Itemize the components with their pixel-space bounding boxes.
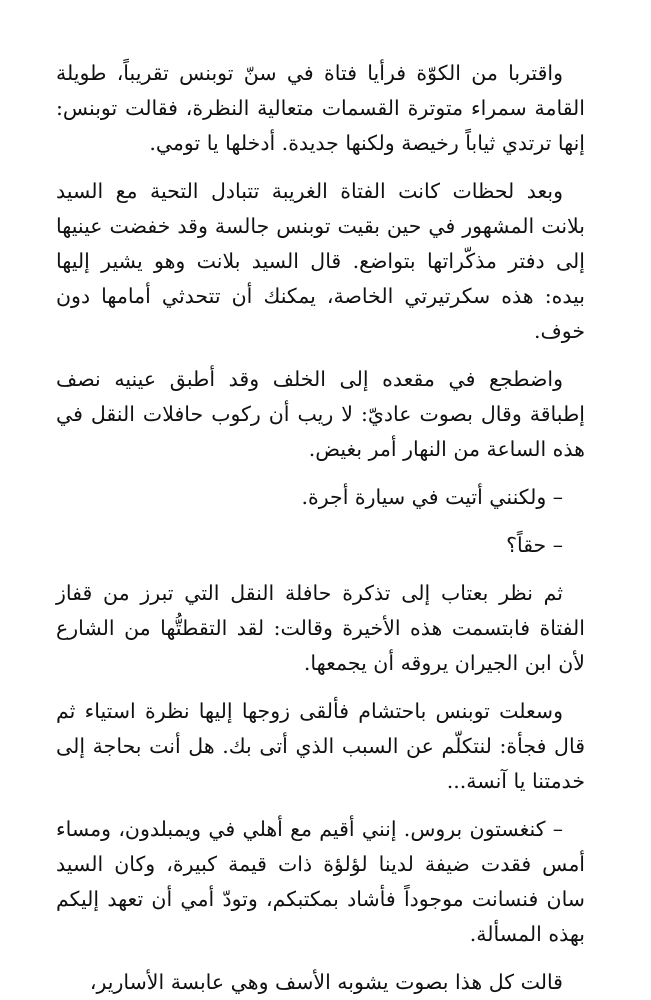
- paragraph: واقتربا من الكوّة فرأيا فتاة في سنّ توبنس تقريباً، طويلة القامة سمراء متوترة القسمات متعالية النظرة، فقالت توبنس: إنها ترتدي ثياباً رخيصة ولكنها جديدة. أدخلها يا تومي.: [56, 61, 585, 155]
- book-page: [56, 56, 585, 1000]
- paragraph: قالت كل هذا بصوت يشوبه الأسف وهي عابسة الأسارير،: [89, 970, 563, 994]
- dialogue-line: – كنغستون بروس. إنني أقيم مع أهلي في ويمبلدون، ومساء أمس فقدت ضيفة لدينا لؤلؤة ذات قيمة كبيرة، وكان السيد سان فنسانت موجوداً فأشاد بمكتبكم، وتودّ أمي أن تعهد إليكم بهذه المسألة.: [56, 817, 585, 946]
- dialogue-line: – حقاً؟: [506, 533, 563, 557]
- paragraph: وسعلت توبنس باحتشام فألقى زوجها إليها نظرة استياء ثم قال فجأة: لنتكلّم عن السبب الذي أتى بك. هل أنت بحاجة إلى خدمتنا يا آنسة...: [56, 699, 585, 793]
- paragraph: واضطجع في مقعده إلى الخلف وقد أطبق عينيه نصف إطباقة وقال بصوت عاديّ: لا ريب أن ركوب حافلات النقل في هذه الساعة من النهار أمر بغيض.: [56, 367, 585, 461]
- dialogue-line: – ولكنني أتيت في سيارة أجرة.: [301, 485, 563, 509]
- paragraph: وبعد لحظات كانت الفتاة الغريبة تتبادل التحية مع السيد بلانت المشهور في حين بقيت توبنس جالسة وقد خفضت عينيها إلى دفتر مذكّراتها بتواضع. قال السيد بلانت وهو يشير إليها بيده: هذه سكرتيرتي الخاصة، يمكنك أن تتحدثي أمامها دون خوف.: [56, 179, 585, 343]
- paragraph: ثم نظر بعتاب إلى تذكرة حافلة النقل التي تبرز من قفاز الفتاة فابتسمت هذه الأخيرة وقالت: لقد التقطتُّها من الشارع لأن ابن الجيران يروقه أن يجمعها.: [56, 581, 585, 675]
